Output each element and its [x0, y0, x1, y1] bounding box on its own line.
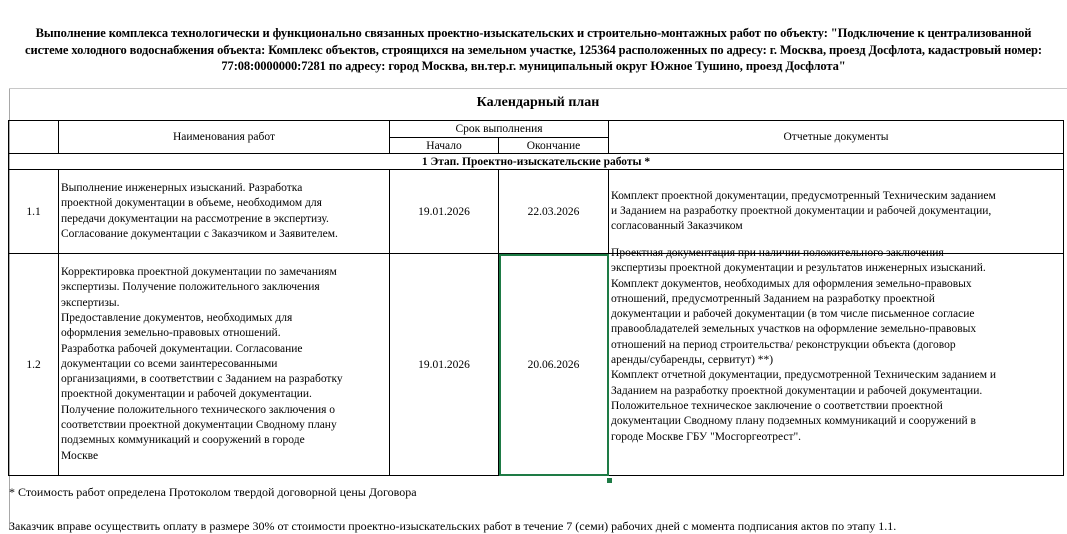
cell-line: отношений на период строительства/ реконструкции объекта (договор: [611, 338, 956, 351]
cell-line: Положительное техническое заключение о соответствии проектной: [611, 399, 943, 412]
cell-line: проектной документации и рабочей документации.: [61, 388, 312, 401]
docs-cell[interactable]: [609, 247, 1064, 476]
footnote-payment[interactable]: Заказчик вправе осуществить оплату в размере 30% от стоимости проектно-изыскательских работ в течение 7 (семи) рабочих дней с момента подписания актов по этапу 1.1.: [9, 519, 897, 533]
header-line: системе холодного водоснабжения объекта: Комплекс объектов, строящихся на земельном участке, 125364 расположенных по адресу: г. Москва, проезд Досфлота, кадастровый номер:: [25, 42, 1042, 57]
end-date-cell-selected[interactable]: 20.06.2026: [499, 254, 609, 476]
cell-line: организациями, в соответствии с Заданием на разработку: [61, 373, 343, 386]
cell-line: документации Сводному плану подземных коммуникаций и сооружений в: [611, 415, 976, 428]
cell-line: проектной документации в объеме, необходимом для: [61, 197, 322, 210]
cell-line: Согласование документации с Заказчиком и Заявителем.: [61, 227, 338, 240]
calendar-plan-table: [8, 120, 1064, 476]
sheet-gridline: [9, 88, 1067, 89]
cell-line: Комплект проектной документации, предусмотренный Техническим заданием: [611, 189, 996, 202]
cell-line: Заданием на разработку проектной документации и рабочей документации.: [611, 384, 983, 397]
header-cell-end[interactable]: Окончание: [499, 138, 609, 154]
header-cell-term[interactable]: Срок выполнения: [390, 121, 609, 138]
header-line: Выполнение комплекса технологически и функционально связанных проектно-изыскательских и строительно-монтажных работ по объекту: "Подключение к централизованной: [35, 26, 1032, 40]
start-date-cell[interactable]: 19.01.2026: [390, 170, 499, 254]
cell-line: и Заданием на разработку проектной документации и рабочей документации,: [611, 204, 992, 217]
cell-line: Комплект отчетной документации, предусмотренной Техническим заданием и: [611, 369, 997, 382]
cell-line: аренды/субаренды, сервитут) **): [611, 354, 774, 367]
stage-row[interactable]: 1 Этап. Проектно-изыскательские работы *: [9, 154, 1064, 170]
header-cell-start[interactable]: Начало: [390, 138, 499, 154]
cell-line: отношений, предусмотренный Заданием на разработку проектной: [611, 292, 935, 305]
cell-line: экспертизы проектной документации и результатов инженерных изысканий.: [611, 262, 986, 275]
docs-cell[interactable]: [609, 170, 1064, 254]
row-number-cell[interactable]: 1.1: [9, 170, 59, 254]
cell-line: документации и рабочей документации (в том числе письменное согласие: [611, 308, 975, 321]
work-name-cell[interactable]: [59, 254, 390, 476]
header-line: 77:08:0000000:7281 по адресу: город Москва, вн.тер.г. муниципальный округ Южное Тушино, проезд Досфлота": [221, 59, 846, 73]
cell-line: оформления земельно-правовых отношений.: [61, 327, 281, 340]
cell-line: передачи документации на рассмотрение в экспертизу.: [61, 212, 329, 225]
cell-line: экспертизы.: [61, 296, 120, 309]
start-date-cell[interactable]: 19.01.2026: [390, 254, 499, 476]
cell-line: Корректировка проектной документации по замечаниям: [61, 266, 337, 279]
cell-line: Разработка рабочей документации. Согласование: [61, 342, 303, 355]
cell-line: Выполнение инженерных изысканий. Разработка: [61, 181, 303, 194]
calendar-plan-title: Календарный план: [476, 95, 600, 110]
table-row: [9, 254, 1064, 476]
cell-line: подземных коммуникаций и сооружений в городе: [61, 434, 305, 447]
cell-line: Проектная документация при наличии положительного заключения: [611, 247, 944, 259]
cell-line: соответствии проектной документации Сводному плану: [61, 419, 337, 432]
document-header: [0, 25, 1067, 75]
footnote-cost[interactable]: * Стоимость работ определена Протоколом твердой договорной цены Договора: [9, 485, 417, 499]
header-cell-docs[interactable]: Отчетные документы: [609, 121, 1064, 154]
cell-line: Предоставление документов, необходимых для: [61, 311, 293, 324]
header-cell-work-name[interactable]: Наименования работ: [59, 121, 390, 154]
cell-line: Получение положительного технического заключения о: [61, 403, 336, 416]
cell-line: городе Москве ГБУ "Мосгоргеотрест".: [611, 430, 802, 443]
cell-line: экспертизы. Получение положительного заключения: [61, 281, 320, 294]
end-date-cell[interactable]: 22.03.2026: [499, 170, 609, 254]
header-cell-num[interactable]: [9, 121, 59, 154]
row-number-cell[interactable]: 1.2: [9, 254, 59, 476]
selection-fill-handle[interactable]: [607, 478, 612, 483]
cell-line: согласованный Заказчиком: [611, 220, 743, 233]
cell-line: документации со всеми заинтересованными: [61, 357, 278, 370]
work-name-cell[interactable]: [59, 170, 390, 254]
table-row: [9, 170, 1064, 254]
cell-line: Комплект документов, необходимых для оформления земельно-правовых: [611, 277, 972, 290]
cell-line: правообладателей земельных участков на оформление земельно-правовых: [611, 323, 977, 336]
cell-line: Москве: [61, 449, 99, 462]
